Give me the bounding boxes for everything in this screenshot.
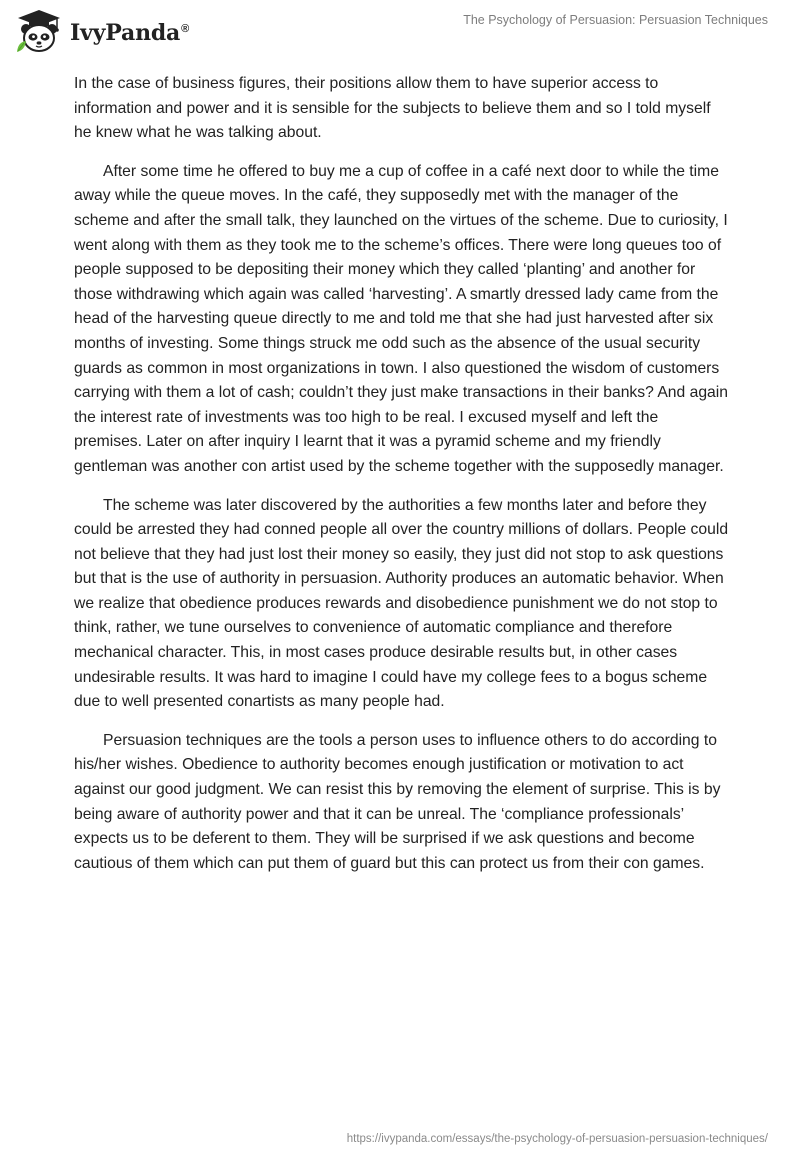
essay-paragraph: Persuasion techniques are the tools a person uses to influence others to do according to his/her wishes. Obedience to authority becomes enough justification or motivation to act against our good judgment. We can resist this by removing the element of surprise. This is by being aware of authority power and that it can be unreal. The ‘compliance professionals’ expects us to be deferent to them. They will be surprised if we ask questions and become cautious of them which can put them of guard but this can protect us from their con games. bbox=[74, 731, 721, 872]
essay-paragraph: In the case of business figures, their positions allow them to have superior access to information and power and it is sensible for the subjects to believe them and so I told myself he knew what he was talking about. bbox=[74, 75, 711, 142]
panda-graduate-logo-icon bbox=[14, 8, 64, 54]
brand-name: IvyPanda® bbox=[70, 20, 190, 46]
document-title: The Psychology of Persuasion: Persuasion Techniques bbox=[463, 13, 768, 27]
essay-body bbox=[74, 72, 730, 890]
essay-paragraph: The scheme was later discovered by the authorities a few months later and before they could be arrested they had conned people all over the country millions of dollars. People could not believe that they had just lost their money so easily, they just did not stop to ask questions but that is the use of authority in persuasion. Authority produces an automatic behavior. When we realize that obedience produces rewards and disobedience punishment we do not stop to think, rather, we tune ourselves to convenience of automatic compliance and therefore mechanical character. This, in most cases produce desirable results but, in other cases undesirable results. It was hard to imagine I could have my college fees to a bogus scheme due to well presented conartists as many people had. bbox=[74, 496, 729, 711]
registered-mark: ® bbox=[181, 22, 190, 35]
essay-paragraph: After some time he offered to buy me a cup of coffee in a café next door to while the time away while the queue moves. In the café, they supposedly met with the manager of the scheme and after the small talk, they launched on the virtues of the scheme. Due to curiosity, I went along with them as they took me to the scheme’s offices. There were long queues too of people supposed to be depositing their money which they called ‘planting’ and another for those withdrawing which again was called ‘harvesting’. A smartly dressed lady came from the head of the harvesting queue directly to me and told me that she had just harvested after six months of investing. Some things struck me odd such as the absence of the usual security guards as common in most organizations in town. I also questioned the wisdom of customers carrying with them a lot of cash; couldn’t they just make transactions in their banks? And again the interest rate of investments was too high to be real. I excused myself and left the premises. Later on after inquiry I learnt that it was a pyramid scheme and my friendly gentleman was another con artist used by the scheme together with the supposedly manager. bbox=[74, 162, 728, 475]
ivypanda-logo[interactable] bbox=[14, 8, 189, 54]
source-url-link[interactable]: https://ivypanda.com/essays/the-psychology-of-persuasion-persuasion-techniques/ bbox=[346, 1133, 768, 1145]
page-header bbox=[0, 0, 800, 62]
